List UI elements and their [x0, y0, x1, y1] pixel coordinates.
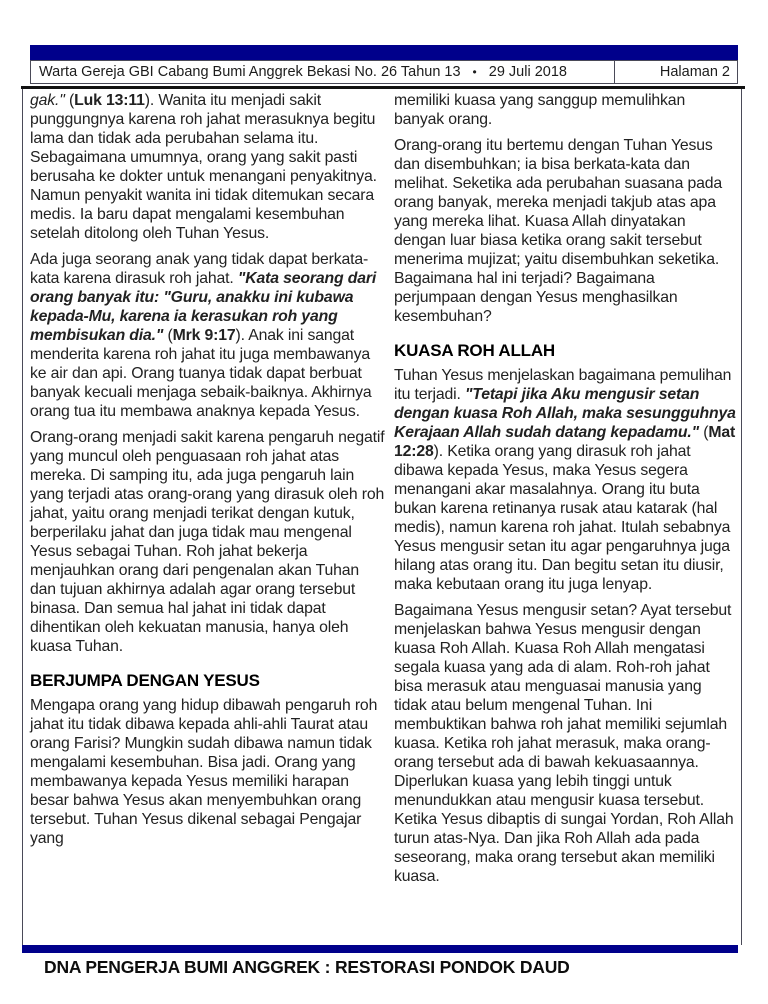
paragraph: [394, 136, 737, 326]
header-title-cell: [31, 61, 615, 83]
paragraph: [30, 696, 386, 848]
text-run: Mrk 9:17: [172, 327, 236, 344]
section-heading: [30, 671, 386, 691]
paragraph: [394, 601, 737, 886]
text-run: Orang-orang itu bertemu dengan Tuhan Yesus dan disembuhkan; ia bisa berkata-kata dan melihat. Seketika ada perubahan suasana pada orang banyak, mereka menjadi takjub atas apa yang mereka lihat. Kuasa Allah dinyatakan dengan luar biasa ketika orang sakit tersebut menerima mujizat; yaitu disembuhkan seketika. Bagaimana hal ini terjadi? Bagaimana perjumpaan dengan Yesus menghasilkan kesembuhan?: [394, 137, 723, 325]
right-column: [394, 91, 737, 945]
text-run: Tuhan Yesus menjelaskan bagaimana pemulihan itu terjadi.: [394, 367, 732, 403]
text-run: Orang-orang menjadi sakit karena pengaruh negatif yang muncul oleh penguasaan roh jahat atas mereka. Di samping itu, ada juga pengaruh lain yang terjadi atas orang-orang yang dirasuk oleh roh jahat, yaitu orang menjadi terikat dengan kutuk, berperilaku jahat dan juga tidak mau mengenal Yesus sebagai Tuhan. Roh jahat bekerja menjauhkan orang dari pengenalan akan Tuhan dan tujuan akhirnya adalah agar orang tersebut binasa. Dan semua hal jahat ini tidak dapat dihentikan oleh kekuatan manusia, hanya oleh kuasa Tuhan.: [30, 429, 385, 655]
text-run: BERJUMPA DENGAN YESUS: [30, 671, 260, 690]
text-run: Mengapa orang yang hidup dibawah pengaruh roh jahat itu tidak dibawa kepada ahli-ahli Taurat atau orang Farisi? Mungkin sudah dibawa namun tidak mengalami kesembuhan. Bisa jadi. Orang yang membawanya kepada Yesus memiliki harapan besar bahwa Yesus akan menyembuhkan orang tersebut. Tuhan Yesus dikenal sebagai Pengajar yang: [30, 697, 378, 847]
text-run: Bagaimana Yesus mengusir setan? Ayat tersebut menjelaskan bahwa Yesus mengusir dengan kuasa Roh Allah. Kuasa Roh Allah mengatasi segala kuasa yang ada di alam. Roh-roh jahat bisa merasuk atau menguasai manusia yang tidak atau belum mengenal Tuhan. Ini membuktikan bahwa roh jahat memiliki sejumlah kuasa. Ketika roh jahat merasuk, maka orang-orang tersebut ada di bawah kekuasaannya. Diperlukan kuasa yang lebih tinggi untuk menundukkan atau mengusir kuasa tersebut. Ketika Yesus dibaptis di sungai Yordan, Roh Allah turun atas-Nya. Dan jika Roh Allah ada pada seseorang, maka orang tersebut akan memiliki kuasa.: [394, 602, 734, 885]
newsletter-title: Warta Gereja GBI Cabang Bumi Anggrek Bekasi No. 26 Tahun 13: [39, 64, 461, 80]
text-run: (: [68, 92, 75, 109]
header-navy-bar: [30, 45, 738, 60]
page-number-cell: [615, 61, 737, 83]
paragraph: [30, 428, 386, 656]
article-body: [22, 89, 742, 945]
text-run: Mat 12:28: [394, 424, 736, 460]
text-run: Ada juga seorang anak yang tidak dapat berkata-kata karena dirasuk roh jahat.: [30, 251, 369, 287]
text-run: memiliki kuasa yang sanggup memulihkan banyak orang.: [394, 92, 686, 128]
paragraph: [30, 250, 386, 421]
text-run: gak.": [30, 92, 69, 109]
text-run: "Kata seorang dari orang banyak itu: "Guru, anakku ini kubawa kepada-Mu, karena ia kerasukan roh yang membisukan dia.": [30, 270, 377, 344]
text-run: "Tetapi jika Aku mengusir setan dengan kuasa Roh Allah, maka sesungguhnya Kerajaan Allah sudah datang kepadamu.": [394, 386, 736, 441]
page-number: Halaman 2: [659, 64, 730, 80]
text-run: Luk 13:11: [74, 92, 145, 109]
paragraph: [30, 91, 386, 243]
text-run: KUASA ROH ALLAH: [394, 341, 556, 360]
left-column: [30, 91, 386, 945]
section-heading: [394, 341, 737, 361]
text-run: ). Wanita itu menjadi sakit punggungnya karena roh jahat merasuknya begitu lama dan tidak ada perubahan selama itu. Sebagaimana umumnya, orang yang sakit pasti berusaha ke dokter untuk menangani penyakitnya. Namun penyakit wanita ini tidak ditemukan secara medis. Ia baru dapat mengalami kesembuhan setelah ditolong oleh Tuhan Yesus.: [30, 92, 377, 242]
text-run: (: [703, 424, 709, 441]
text-run: ). Ketika orang yang dirasuk roh jahat dibawa kepada Yesus, maka Yesus segera menangani akar masalahnya. Orang itu buta bukan karena retinanya rusak atau katarak (hal medis), namun karena roh jahat. Itulah sebabnya Yesus mengusir setan itu agar pengaruhnya juga hilang atas orang itu. Dan begitu setan itu diusir, maka kebutaan orang itu juga lenyap.: [394, 443, 731, 593]
paragraph: [394, 366, 737, 594]
bullet-separator: •: [472, 65, 477, 79]
issue-date: 29 Juli 2018: [488, 64, 567, 80]
text-run: ). Anak ini sangat menderita karena roh jahat itu juga membawanya ke air dan api. Orang tuanya tidak dapat berbuat banyak kecuali menjaga sebaik-baiknya. Akhirnya orang tua itu membawa anaknya kepada Yesus.: [30, 327, 372, 420]
header-row: [30, 60, 738, 84]
footer-navy-bar: [22, 945, 738, 953]
paragraph: [394, 91, 737, 129]
footer-slogan: DNA PENGERJA BUMI ANGGREK : RESTORASI PONDOK DAUD: [44, 957, 570, 977]
text-run: (: [167, 327, 173, 344]
